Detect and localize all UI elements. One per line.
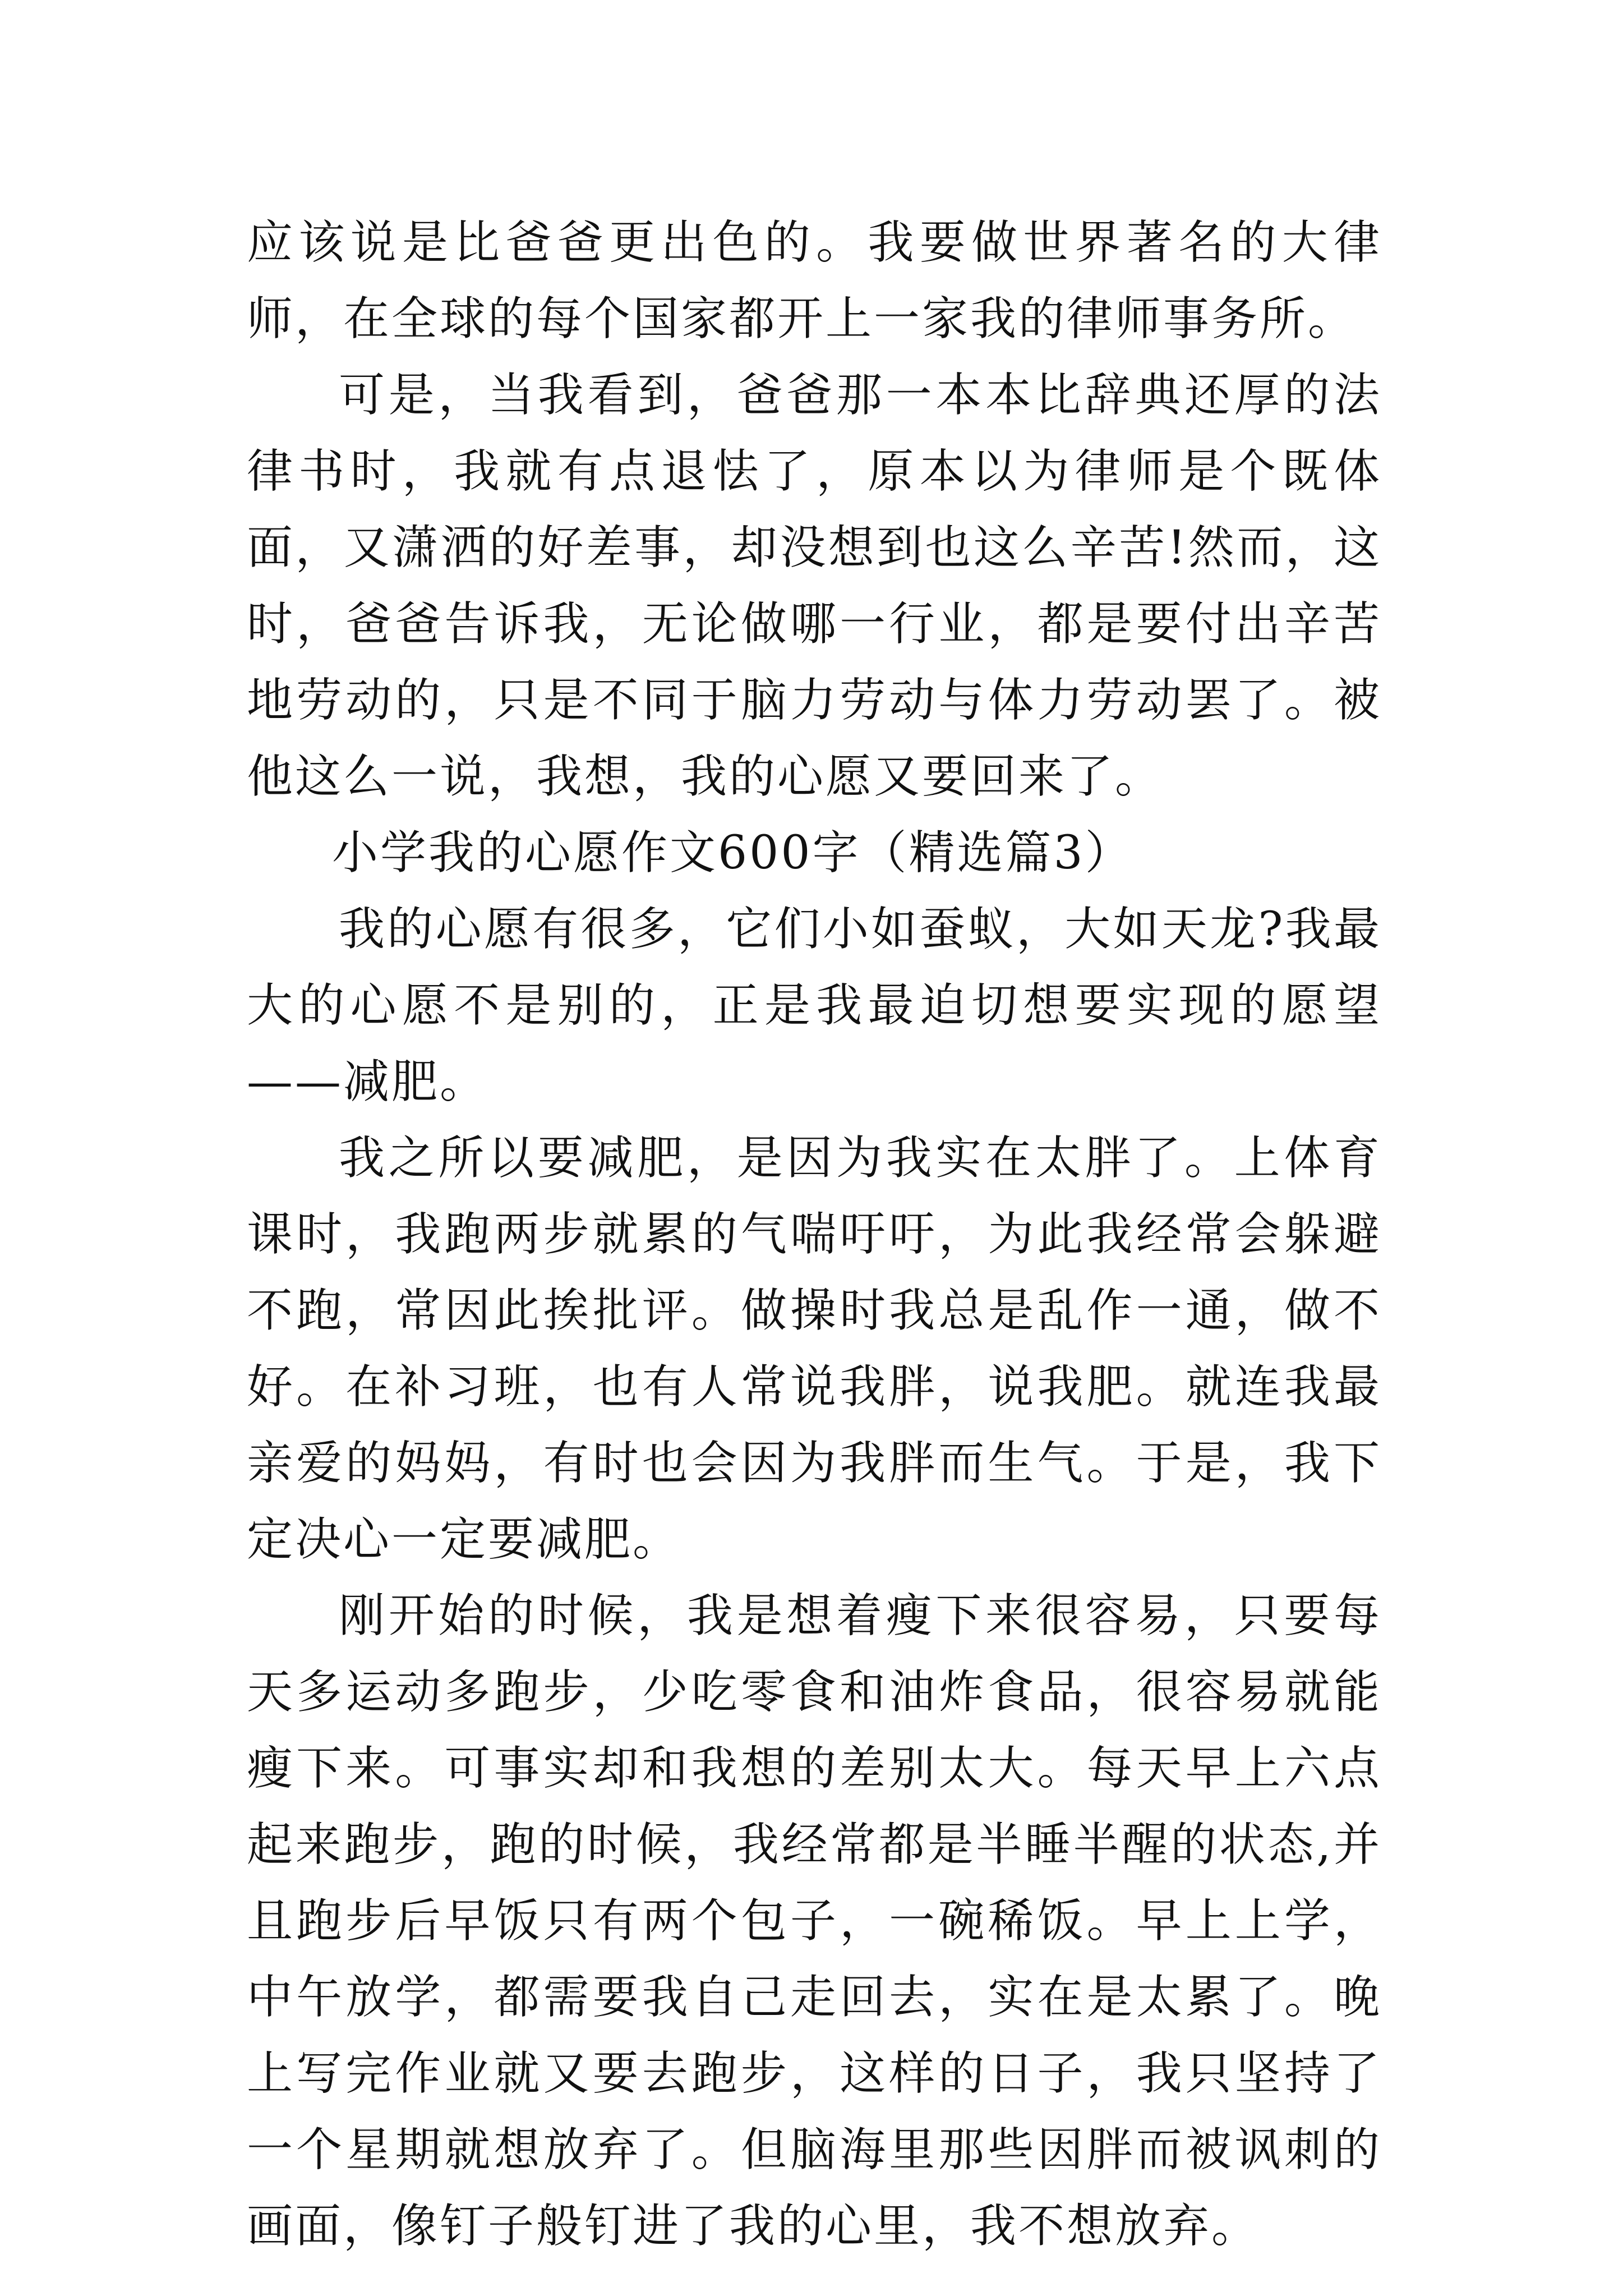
paragraph-wish-intro: 我的心愿有很多，它们小如蚕蚁，大如天龙?我最大的心愿不是别的，正是我最迫切想要实现的愿望——减肥。: [247, 903, 1382, 1108]
paragraph-continued: 应该说是比爸爸更出色的。我要做世界著名的大律师，在全球的每个国家都开上一家我的律师事务所。: [247, 216, 1382, 346]
paragraph-why-lose-weight: 我之所以要减肥，是因为我实在太胖了。上体育课时，我跑两步就累的气喘吁吁，为此我经常会躲避不跑，常因此挨批评。做操时我总是乱作一通，做不好。在补习班，也有人常说我胖，说我肥。就连我最亲爱的妈妈，有时也会因为我胖而生气。于是，我下定决心一定要减肥。: [247, 1131, 1382, 1566]
document-body: [247, 205, 1382, 2265]
paragraph-beginning: 刚开始的时候，我是想着瘦下来很容易，只要每天多运动多跑步，少吃零食和油炸食品，很容易就能瘦下来。可事实却和我想的差别太大。每天早上六点起来跑步，跑的时候，我经常都是半睡半醒的状态,并且跑步后早饭只有两个包子，一碗稀饭。早上上学，中午放学，都需要我自己走回去，实在是太累了。晚上写完作业就又要去跑步，这样的日子，我只坚持了一个星期就想放弃了。但脑海里那些因胖而被讽刺的画面，像钉子般钉进了我的心里，我不想放弃。: [247, 1589, 1382, 2253]
paragraph-law-books: 可是，当我看到，爸爸那一本本比辞典还厚的法律书时，我就有点退怯了，原本以为律师是个既体面，又潇洒的好差事，却没想到也这么辛苦!然而，这时，爸爸告诉我，无论做哪一行业，都是要付出辛苦地劳动的，只是不同于脑力劳动与体力劳动罢了。被他这么一说，我想，我的心愿又要回来了。: [247, 369, 1382, 803]
section-title: 小学我的心愿作文600字（精选篇3）: [332, 826, 1133, 880]
